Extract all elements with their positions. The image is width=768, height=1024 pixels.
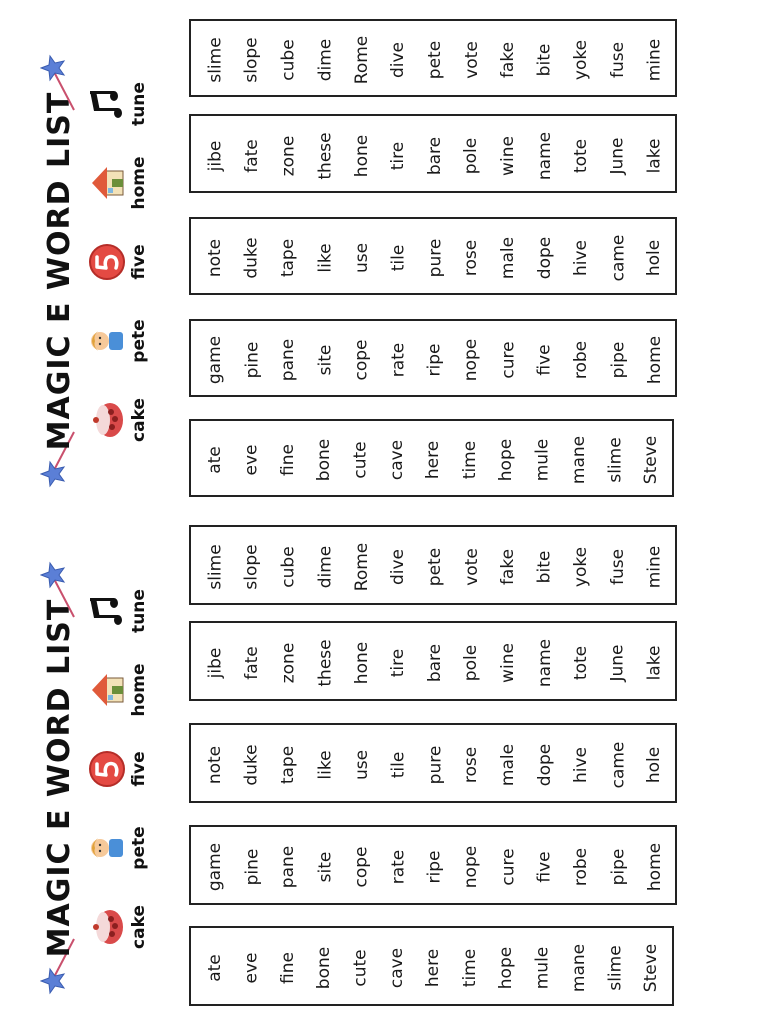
icon-label: cake: [129, 398, 149, 442]
word-item: note: [205, 745, 226, 785]
house-icon: [86, 162, 128, 204]
word-item: game: [205, 335, 226, 385]
word-item: cave: [387, 947, 408, 989]
word-item: hole: [644, 746, 665, 784]
number-five-icon: [86, 241, 128, 283]
icon-label: five: [129, 244, 149, 280]
word-item: pane: [278, 845, 299, 889]
header-strip: [40, 563, 160, 993]
word-item: use: [351, 242, 372, 274]
word-item: mule: [532, 946, 553, 990]
word-item: five: [534, 344, 555, 376]
word-item: slime: [205, 37, 226, 83]
word-item: lake: [644, 645, 665, 681]
word-item: pine: [241, 848, 262, 886]
word-item: pole: [461, 644, 482, 682]
word-item: Rome: [351, 35, 372, 85]
word-item: pipe: [608, 848, 629, 886]
word-item: pine: [241, 341, 262, 379]
word-item: pane: [278, 338, 299, 382]
page-title: MAGIC E WORD LIST: [42, 598, 77, 958]
word-item: fate: [241, 646, 262, 680]
icon-item-five: [86, 230, 158, 294]
word-item: bare: [424, 136, 445, 175]
word-item: use: [351, 749, 372, 781]
word-box-5: [189, 525, 677, 605]
word-item: zone: [278, 642, 299, 684]
word-item: cube: [278, 39, 299, 81]
word-item: Steve: [641, 943, 662, 993]
word-item: tire: [388, 648, 409, 678]
cake-icon: [86, 906, 128, 948]
word-item: rose: [461, 239, 482, 277]
word-item: cure: [498, 848, 519, 886]
word-item: nope: [461, 845, 482, 889]
icon-item-home: [86, 151, 158, 215]
word-item: these: [315, 639, 336, 687]
word-item: hole: [644, 239, 665, 277]
word-item: hone: [351, 641, 372, 685]
icon-label: cake: [129, 905, 149, 949]
word-item: robe: [571, 847, 592, 887]
word-item: pure: [424, 745, 445, 785]
word-item: game: [205, 842, 226, 892]
word-item: site: [315, 851, 336, 883]
word-box-4: [189, 114, 677, 193]
word-item: note: [205, 238, 226, 278]
word-item: time: [459, 948, 480, 988]
music-note-icon: [86, 590, 128, 632]
word-item: mule: [532, 438, 553, 482]
icon-label: pete: [129, 826, 149, 870]
word-item: bone: [314, 438, 335, 482]
word-box-1: [189, 926, 674, 1006]
word-item: male: [498, 236, 519, 280]
icon-label: tune: [129, 589, 149, 633]
word-item: here: [423, 948, 444, 988]
icon-item-cake: [86, 895, 158, 959]
word-item: slime: [605, 437, 626, 483]
word-item: fate: [241, 138, 262, 173]
magic-wand-icon: [40, 561, 78, 621]
word-item: tile: [388, 244, 409, 272]
word-item: hive: [571, 746, 592, 784]
word-item: tile: [388, 751, 409, 779]
magic-wand-icon: [40, 54, 78, 114]
word-item: cave: [387, 439, 408, 481]
word-item: ripe: [424, 343, 445, 377]
word-box-3: [189, 723, 677, 803]
word-item: ripe: [424, 850, 445, 884]
icon-label: tune: [129, 82, 149, 126]
word-item: cube: [278, 546, 299, 588]
word-item: here: [423, 440, 444, 480]
word-item: bone: [314, 946, 335, 990]
word-item: wine: [498, 135, 519, 176]
word-item: eve: [241, 952, 262, 984]
word-item: slime: [605, 945, 626, 991]
word-item: dope: [534, 236, 555, 280]
word-item: pole: [461, 137, 482, 174]
word-item: pipe: [608, 341, 629, 379]
word-item: Steve: [641, 435, 662, 485]
word-box-5: [189, 19, 677, 97]
word-item: bite: [534, 550, 555, 584]
word-item: tape: [278, 745, 299, 785]
word-item: hope: [496, 946, 517, 990]
word-item: slope: [241, 37, 262, 83]
word-item: rate: [388, 849, 409, 885]
icon-label: pete: [129, 319, 149, 363]
word-item: June: [608, 644, 628, 682]
word-item: tire: [388, 141, 409, 170]
word-item: dive: [388, 548, 409, 586]
word-item: name: [534, 131, 555, 180]
word-item: vote: [461, 548, 482, 586]
word-item: came: [608, 741, 629, 789]
word-item: like: [315, 243, 336, 273]
word-item: dope: [534, 743, 555, 787]
word-item: cope: [351, 339, 372, 381]
word-item: ate: [205, 446, 226, 474]
word-item: zone: [278, 135, 299, 176]
icon-item-home: [86, 658, 158, 722]
number-five-icon: [86, 748, 128, 790]
word-item: time: [459, 440, 480, 480]
word-item: rate: [388, 342, 409, 378]
word-item: tote: [571, 645, 592, 681]
word-item: site: [315, 344, 336, 376]
boy-icon: [86, 320, 128, 362]
word-item: June: [608, 136, 628, 175]
word-item: nope: [461, 338, 482, 382]
word-item: cope: [351, 846, 372, 888]
word-item: cute: [350, 441, 371, 479]
word-item: robe: [571, 340, 592, 380]
word-item: hope: [496, 438, 517, 482]
word-item: these: [315, 131, 336, 180]
word-item: mane: [568, 943, 589, 993]
word-item: tape: [278, 238, 299, 278]
word-item: came: [608, 234, 629, 282]
icon-item-pete: [86, 309, 158, 373]
word-item: pete: [424, 547, 445, 587]
word-box-4: [189, 621, 677, 701]
word-item: male: [498, 743, 519, 787]
word-box-2: [189, 319, 677, 397]
word-item: mane: [568, 435, 589, 485]
icon-item-tune: [86, 579, 158, 643]
word-item: yoke: [571, 546, 592, 588]
word-item: fake: [498, 548, 519, 586]
word-list-sheet-top: [0, 0, 768, 507]
word-item: like: [315, 750, 336, 780]
word-item: lake: [644, 138, 665, 173]
word-item: mine: [644, 545, 665, 589]
icon-label: five: [129, 751, 149, 787]
word-item: hone: [351, 134, 372, 177]
boy-icon: [86, 827, 128, 869]
cake-icon: [86, 399, 128, 441]
word-item: cute: [350, 949, 371, 987]
word-item: dime: [315, 545, 336, 589]
word-item: name: [534, 638, 555, 688]
word-item: dime: [315, 38, 336, 82]
header-strip: [40, 56, 160, 486]
word-item: rose: [461, 746, 482, 784]
word-item: dive: [388, 41, 409, 79]
word-item: yoke: [571, 39, 592, 81]
word-item: home: [644, 335, 665, 385]
word-item: fine: [277, 444, 298, 476]
icon-item-five: [86, 737, 158, 801]
word-item: Rome: [351, 542, 372, 592]
word-item: ate: [205, 954, 226, 982]
icon-item-cake: [86, 388, 158, 452]
word-item: fake: [498, 41, 519, 79]
word-item: slope: [241, 544, 262, 590]
icon-item-tune: [86, 72, 158, 136]
word-item: bare: [424, 643, 445, 683]
house-icon: [86, 669, 128, 711]
word-item: tote: [571, 138, 592, 173]
word-item: pure: [424, 238, 445, 278]
word-item: fine: [277, 952, 298, 984]
word-item: wine: [498, 643, 519, 683]
word-item: jibe: [205, 647, 226, 679]
word-item: jibe: [205, 140, 226, 171]
word-box-1: [189, 419, 674, 497]
page-title: MAGIC E WORD LIST: [42, 91, 77, 451]
word-item: duke: [241, 744, 262, 786]
word-item: cure: [498, 341, 519, 379]
word-item: five: [534, 851, 555, 883]
music-note-icon: [86, 83, 128, 125]
word-item: pete: [424, 40, 445, 80]
word-item: fuse: [608, 548, 629, 586]
word-item: home: [644, 842, 665, 892]
word-item: duke: [241, 237, 262, 279]
icon-item-pete: [86, 816, 158, 880]
word-box-3: [189, 217, 677, 295]
word-list-sheet-bottom: [0, 507, 768, 1014]
word-item: bite: [534, 43, 555, 77]
word-item: eve: [241, 444, 262, 476]
word-item: vote: [461, 41, 482, 79]
word-item: hive: [571, 239, 592, 277]
icon-label: home: [129, 663, 149, 717]
word-item: slime: [205, 544, 226, 590]
icon-label: home: [129, 156, 149, 210]
word-item: fuse: [608, 41, 629, 79]
word-box-2: [189, 825, 677, 905]
word-item: mine: [644, 38, 665, 82]
